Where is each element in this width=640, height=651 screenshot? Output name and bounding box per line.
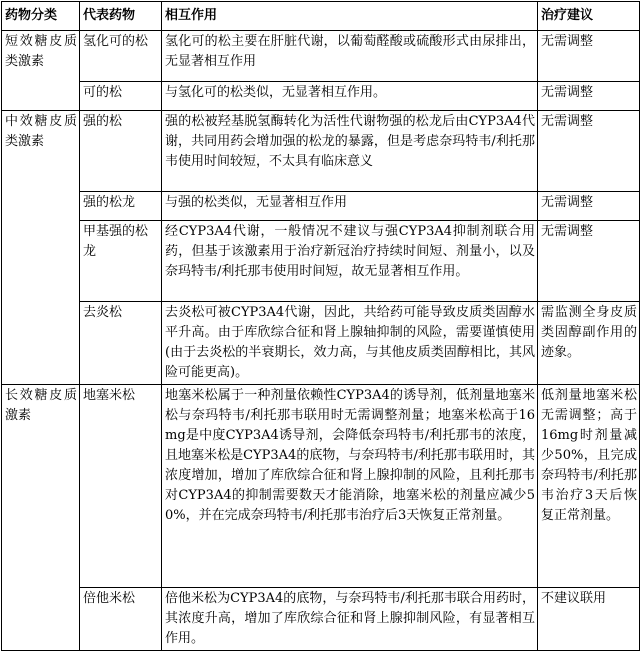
table-row [2,588,640,651]
header-advice: 治疗建议 [538,2,640,31]
table-row [2,385,640,588]
drug-cell: 倍他米松 [80,588,162,651]
drug-cell: 去炎松 [80,302,162,385]
category-cell: 中效糖皮质类激素 [2,111,80,385]
advice-cell: 无需调整 [538,82,640,111]
advice-cell: 低剂量地塞米松无需调整；高于16mg时剂量减少50%，且完成奈玛特韦/利托那韦治疗3天后恢复正常剂量。 [538,385,640,588]
table-header-row [2,2,640,31]
drug-cell: 可的松 [80,82,162,111]
table-row [2,31,640,82]
category-cell: 短效糖皮质类激素 [2,31,80,111]
drug-cell: 地塞米松 [80,385,162,588]
header-drug: 代表药物 [80,2,162,31]
advice-cell: 无需调整 [538,111,640,192]
interaction-cell: 强的松被羟基脱氢酶转化为活性代谢物强的松龙后由CYP3A4代谢，共同用药会增加强的松龙的暴露，但是考虑奈玛特韦/利托那韦使用时间较短，不太具有临床意义 [162,111,538,192]
drug-interaction-table [1,1,640,651]
interaction-cell: 倍他米松为CYP3A4的底物，与奈玛特韦/利托那韦联合用药时，其浓度升高，增加了库欣综合征和肾上腺抑制风险，有显著相互作用。 [162,588,538,651]
drug-cell: 强的松龙 [80,192,162,221]
drug-cell: 氢化可的松 [80,31,162,82]
advice-cell: 不建议联用 [538,588,640,651]
drug-cell: 强的松 [80,111,162,192]
category-cell: 长效糖皮质激素 [2,385,80,651]
interaction-cell: 氢化可的松主要在肝脏代谢，以葡萄醛酸或硫酸形式由尿排出，无显著相互作用 [162,31,538,82]
interaction-cell: 地塞米松属于一种剂量依赖性CYP3A4的诱导剂，低剂量地塞米松与奈玛特韦/利托那韦联用时无需调整剂量；地塞米松高于16mg是中度CYP3A4诱导剂，会降低奈玛特韦/利托那韦的浓度，且地塞米松是CYP3A4的底物，与奈玛特韦/利托那韦联用时，其浓度增加，增加了库欣综合征和肾上腺抑制的风险，且利托那韦对CYP3A4的抑制需要数天才能消除，地塞米松的剂量应减少50%，并在完成奈玛特韦/利托那韦治疗后3天恢复正常剂量。 [162,385,538,588]
interaction-cell: 经CYP3A4代谢，一般情况不建议与强CYP3A4抑制剂联合用药，但基于该激素用于治疗新冠治疗持续时间短、剂量小，以及奈玛特韦/利托那韦使用时间短，故无显著相互作用。 [162,221,538,302]
table-row [2,221,640,302]
advice-cell: 无需调整 [538,192,640,221]
advice-cell: 无需调整 [538,221,640,302]
table-row [2,192,640,221]
interaction-cell: 与氢化可的松类似，无显著相互作用。 [162,82,538,111]
table-row [2,302,640,385]
table-row [2,111,640,192]
advice-cell: 需监测全身皮质类固醇副作用的迹象。 [538,302,640,385]
drug-cell: 甲基强的松龙 [80,221,162,302]
advice-cell: 无需调整 [538,31,640,82]
interaction-cell: 去炎松可被CYP3A4代谢，因此，共给药可能导致皮质类固醇水平升高。由于库欣综合征和肾上腺轴抑制的风险，需要谨慎使用(由于去炎松的半衰期长，效力高，与其他皮质类固醇相比，其风险可能更高)。 [162,302,538,385]
table-row [2,82,640,111]
header-category: 药物分类 [2,2,80,31]
header-interaction: 相互作用 [162,2,538,31]
interaction-cell: 与强的松类似，无显著相互作用 [162,192,538,221]
